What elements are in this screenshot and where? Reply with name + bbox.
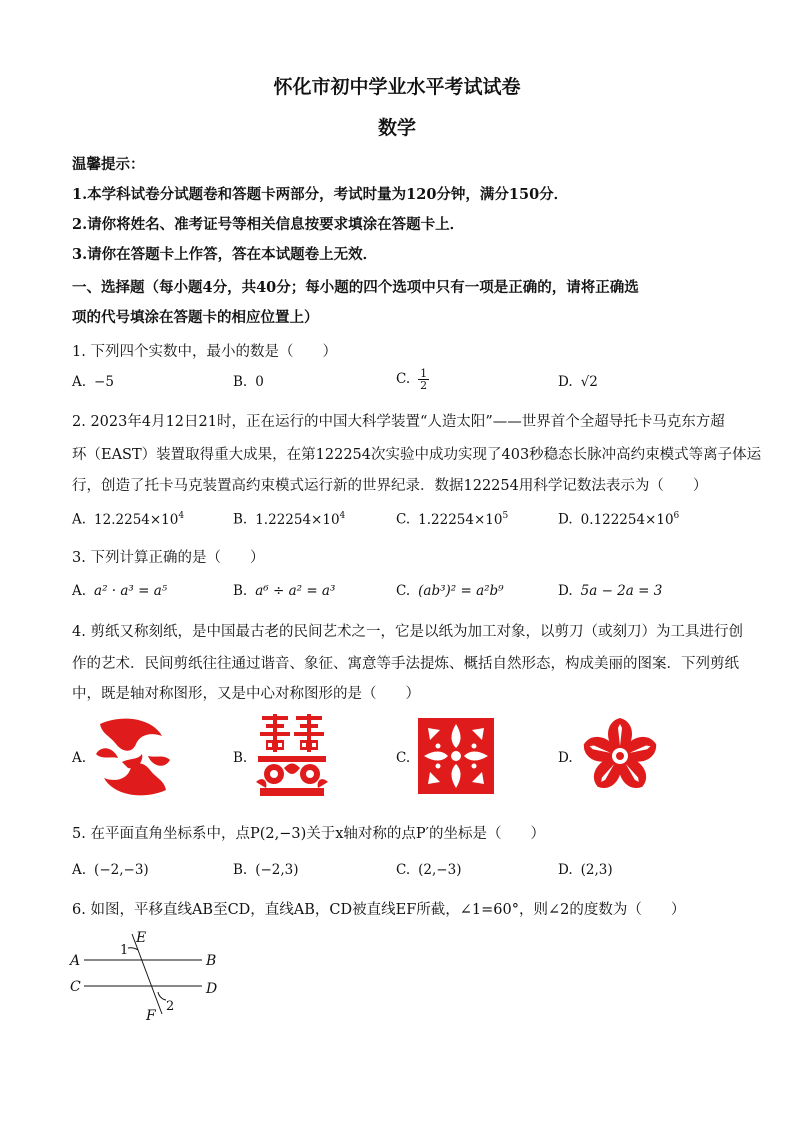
notice-item-3: 3.请你在答题卡上作答，答在本试题卷上无效．	[72, 246, 378, 263]
q1-option-c[interactable]	[396, 368, 429, 391]
q4-option-c[interactable]	[396, 750, 410, 766]
q2-option-a[interactable]	[72, 511, 184, 528]
q1-fraction	[418, 368, 429, 391]
papercut-fish-image	[92, 714, 174, 800]
q5-option-a[interactable]	[72, 862, 149, 878]
subject-title: 数学	[377, 117, 416, 139]
q5-value-d: (2,3)	[580, 862, 613, 878]
section-heading-line-2: 项的代号填涂在答题卡的相应位置上）	[72, 309, 319, 326]
q4-option-b[interactable]	[233, 750, 247, 766]
option-letter: D.	[558, 374, 573, 390]
option-letter: C.	[396, 371, 411, 387]
q1-stem: 1. 下列四个实数中，最小的数是（ ）	[72, 344, 337, 360]
option-letter: C.	[396, 583, 411, 599]
q4-line-2: 作的艺术．民间剪纸往往通过谐音、象征、寓意等手法提炼、概括自然形态，构成美丽的图案．下列剪纸	[72, 656, 739, 672]
q2-mantissa-a: 12.2254×10	[94, 511, 179, 528]
option-letter: C.	[396, 511, 411, 528]
q3-option-b[interactable]	[233, 583, 335, 599]
q1-option-a[interactable]	[72, 374, 114, 390]
q4-line-3: 中，既是轴对称图形，又是中心对称图形的是（ ）	[72, 686, 420, 702]
q2-exponent-b: 4	[339, 511, 346, 521]
exam-title: 怀化市初中学业水平考试试卷	[273, 76, 521, 98]
option-letter: B.	[233, 583, 248, 599]
line-ef	[132, 934, 162, 1014]
q2-mantissa-c: 1.22254×10	[418, 511, 503, 528]
notice-heading: 温馨提示：	[72, 156, 145, 173]
q3-expr-a: a² · a³ = a⁵	[94, 583, 168, 599]
q2-option-d[interactable]	[558, 511, 679, 528]
q3-expr-b: a⁶ ÷ a² = a³	[255, 583, 336, 599]
q5-option-c[interactable]	[396, 862, 461, 878]
q2-line-2: 环（EAST）装置取得重大成果，在第122254次实验中成功实现了403秒稳态长脉冲高约束模式等离子体运	[72, 447, 762, 463]
angle-2-arc	[158, 992, 166, 1000]
q4-option-a[interactable]	[72, 750, 86, 766]
q4-line-1: 4. 剪纸又称刻纸，是中国最古老的民间艺术之一，它是以纸为加工对象，以剪刀（或刻刀）为工具进行创	[72, 624, 743, 640]
q4-option-d[interactable]	[558, 750, 573, 766]
q1-value-a: −5	[94, 374, 114, 390]
q3-option-d[interactable]	[558, 583, 662, 599]
q2-option-b[interactable]	[233, 511, 345, 528]
label-angle-1: 1	[120, 943, 129, 958]
q2-mantissa-b: 1.22254×10	[255, 511, 340, 528]
q2-line-1: 2. 2023年4月12日21时，正在运行的中国大科学装置“人造太阳”——世界首个全超导托卡马克东方超	[72, 414, 725, 430]
fraction-denominator: 2	[420, 379, 428, 392]
label-a: A	[70, 953, 81, 969]
notice-item-2: 2.请你将姓名、准考证号等相关信息按要求填涂在答题卡上．	[72, 216, 465, 233]
option-letter: D.	[558, 862, 573, 878]
option-letter: D.	[558, 583, 573, 599]
q2-exponent-d: 6	[673, 511, 680, 521]
q6-parallel-lines-figure	[66, 926, 226, 1024]
q2-option-c[interactable]	[396, 511, 508, 528]
option-letter: B.	[233, 750, 248, 766]
q5-value-a: (−2,−3)	[94, 862, 149, 878]
q3-option-c[interactable]	[396, 583, 504, 599]
notice-item-1: 1.本学科试卷分试题卷和答题卡两部分，考试时量为120分钟，满分150分．	[72, 186, 569, 203]
q2-line-3: 行，创造了托卡马克装置高约束模式运行新的世界纪录．数据122254用科学记数法表示为（ ）	[72, 478, 708, 494]
q1-value-b: 0	[255, 374, 264, 390]
fraction-numerator: 1	[420, 367, 428, 380]
q1-option-b[interactable]	[233, 374, 264, 390]
option-letter: D.	[558, 511, 573, 528]
q2-exponent-c: 5	[502, 511, 509, 521]
label-b: B	[206, 953, 217, 969]
option-letter: B.	[233, 511, 248, 528]
option-letter: A.	[72, 374, 87, 390]
q1-value-d: √2	[580, 374, 598, 390]
q3-expr-c: (ab³)² = a²b⁹	[418, 583, 504, 599]
q5-value-c: (2,−3)	[418, 862, 462, 878]
option-letter: B.	[233, 374, 248, 390]
option-letter: A.	[72, 750, 87, 766]
section-heading-line-1: 一、选择题（每小题4分，共40分；每小题的四个选项中只有一项是正确的，请将正确选	[72, 279, 639, 296]
papercut-square-flower-image	[416, 716, 496, 796]
option-letter: A.	[72, 511, 87, 528]
papercut-double-happiness-image	[254, 712, 330, 802]
q5-option-d[interactable]	[558, 862, 613, 878]
q5-stem: 5. 在平面直角坐标系中，点P(2,−3)关于x轴对称的点P′的坐标是（ ）	[72, 826, 545, 842]
option-letter: C.	[396, 750, 411, 766]
label-angle-2: 2	[166, 999, 175, 1014]
label-d: D	[206, 981, 218, 997]
label-f: F	[146, 1008, 156, 1024]
label-c: C	[70, 979, 81, 995]
q3-stem: 3. 下列计算正确的是（ ）	[72, 550, 265, 566]
q2-mantissa-d: 0.122254×10	[580, 511, 674, 528]
label-e: E	[136, 930, 147, 946]
option-letter: A.	[72, 862, 87, 878]
q5-value-b: (−2,3)	[255, 862, 299, 878]
q5-option-b[interactable]	[233, 862, 299, 878]
option-letter: A.	[72, 583, 87, 599]
option-letter: C.	[396, 862, 411, 878]
q3-option-a[interactable]	[72, 583, 167, 599]
angle-1-arc	[128, 948, 138, 950]
q2-exponent-a: 4	[178, 511, 185, 521]
q3-expr-d: 5a − 2a = 3	[580, 583, 663, 599]
option-letter: B.	[233, 862, 248, 878]
q1-option-d[interactable]	[558, 374, 598, 390]
option-letter: D.	[558, 750, 573, 766]
q6-stem: 6. 如图，平移直线AB至CD，直线AB，CD被直线EF所截，∠1=60°，则∠2的度数为（ ）	[72, 902, 686, 918]
papercut-five-petal-flower-image	[580, 716, 660, 796]
